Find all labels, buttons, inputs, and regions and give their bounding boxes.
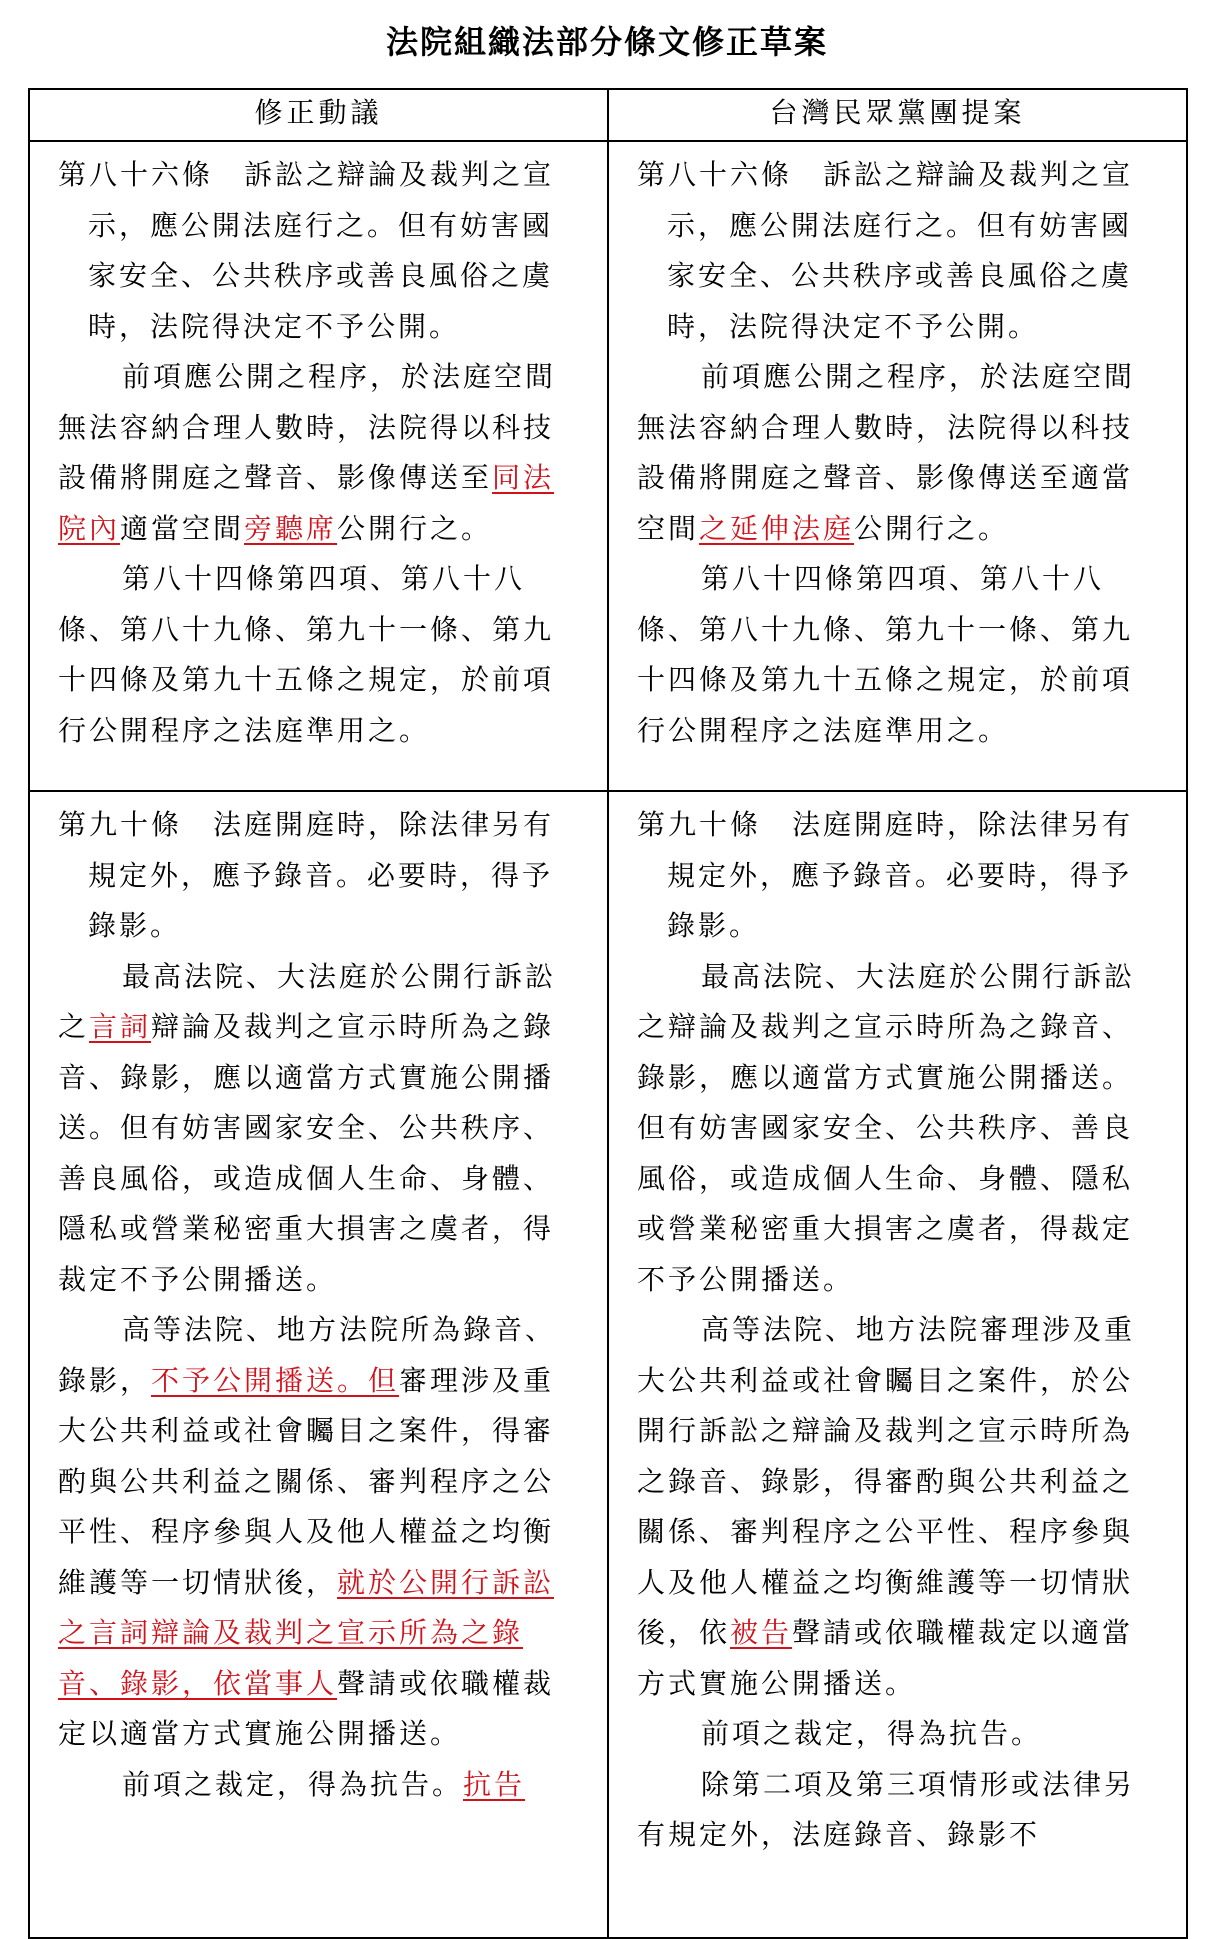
revised-text: 言詞 xyxy=(89,1010,152,1043)
revised-text: 之延伸法庭 xyxy=(699,511,855,545)
clause-text: 前項應公開之程序，於法庭空間無法容納合理人數時，法院得以科技設備將開庭之聲音、影像傳送至適當空間 xyxy=(637,360,1136,545)
clause-text: 前項應公開之程序，於法庭空間無法容納合理人數時，法院得以科技設備將開庭之聲音、影像傳送至 xyxy=(58,360,557,494)
article-86-row xyxy=(29,141,1187,791)
clause-text: 前項之裁定，得為抗告。 xyxy=(701,1717,1043,1750)
clause-text: 聲請或依職權裁定以適當方式實施公開播送。 xyxy=(58,1666,555,1750)
revised-text: 不予公開播送。但 xyxy=(151,1363,400,1397)
clause-paragraph xyxy=(58,1760,581,1811)
clause-text: 第八十四條第四項、第八十八條、第八十九條、第九十一條、第九十四條及第九十五條之規定，於前項行公開程序之法庭準用之。 xyxy=(58,562,555,747)
clause-paragraph xyxy=(58,1305,581,1760)
clause-text: 公開行之。 xyxy=(854,511,1010,545)
article-86-motion-cell xyxy=(29,141,608,791)
article-86-proposal-cell xyxy=(608,141,1187,791)
article-90-row xyxy=(29,791,1187,1938)
clause-text: 第九十條 法庭開庭時，除法律另有規定外，應予錄音。必要時，得予錄影。 xyxy=(58,808,555,942)
clause-paragraph xyxy=(637,1709,1160,1760)
clause-text: 第八十六條 訴訟之辯論及裁判之宣示，應公開法庭行之。但有妨害國家安全、公共秩序或善良風俗之虞時，法院得決定不予公開。 xyxy=(58,158,555,343)
clause-paragraph xyxy=(58,952,581,1306)
clause-text: 第八十六條 訴訟之辯論及裁判之宣示，應公開法庭行之。但有妨害國家安全、公共秩序或善良風俗之虞時，法院得決定不予公開。 xyxy=(637,158,1134,343)
clause-text: 公開行之。 xyxy=(337,511,493,545)
clause-text: 最高法院、大法庭於公開行訴訟之辯論及裁判之宣示時所為之錄音、錄影，應以適當方式實施公開播送。但有妨害國家安全、公共秩序、善良風俗，或造成個人生命、身體、隱私或營業秘密重大損害之虞者，得裁定不予公開播送。 xyxy=(637,959,1136,1296)
clause-paragraph xyxy=(58,554,581,756)
article-heading-paragraph xyxy=(637,150,1160,352)
article-90-proposal-cell xyxy=(608,791,1187,1938)
clause-paragraph xyxy=(58,352,581,554)
clause-paragraph xyxy=(637,352,1160,554)
clause-text: 除第二項及第三項情形或法律另有規定外，法庭錄音、錄影不 xyxy=(637,1767,1136,1851)
document-title: 法院組織法部分條文修正草案 xyxy=(385,23,828,61)
article-heading-paragraph xyxy=(637,800,1160,952)
clause-text: 辯論及裁判之宣示時所為之錄音、錄影，應以適當方式實施公開播送。但有妨害國家安全、公共秩序、善良風俗，或造成個人生命、身體、隱私或營業秘密重大損害之虞者，得裁定不予公開播送。 xyxy=(58,1010,555,1296)
header-tpp-caucus-proposal: 台灣民眾黨團提案 xyxy=(608,89,1187,141)
clause-text: 聲請或依職權裁定以適當方式實施公開播送。 xyxy=(637,1616,1134,1700)
clause-text: 高等法院、地方法院所為錄音、錄影， xyxy=(58,1313,557,1397)
clause-paragraph xyxy=(637,952,1160,1306)
revised-text: 抗告 xyxy=(463,1767,526,1801)
revised-text: 旁聽席 xyxy=(244,511,338,545)
article-heading-paragraph xyxy=(58,800,581,952)
revised-text: 同法院內 xyxy=(58,461,555,545)
revised-text: 就於公開行訴訟之言詞辯論及裁判之宣示所為之錄音、錄影，依當事人 xyxy=(58,1565,555,1700)
clause-paragraph xyxy=(637,1760,1160,1861)
article-heading-paragraph xyxy=(58,150,581,352)
header-row xyxy=(29,89,1187,141)
clause-text: 第九十條 法庭開庭時，除法律另有規定外，應予錄音。必要時，得予錄影。 xyxy=(637,808,1134,942)
clause-paragraph xyxy=(637,554,1160,756)
clause-text: 審理涉及重大公共利益或社會矚目之案件，得審酌與公共利益之關係、審判程序之公平性、程序參與人及他人權益之均衡維護等一切情狀後， xyxy=(58,1363,555,1599)
clause-text: 第八十四條第四項、第八十八條、第八十九條、第九十一條、第九十四條及第九十五條之規定，於前項行公開程序之法庭準用之。 xyxy=(637,562,1134,747)
clause-text: 適當空間 xyxy=(120,511,245,545)
clause-text: 前項之裁定，得為抗告。 xyxy=(122,1767,464,1801)
clause-text: 最高法院、大法庭於公開行訴訟之 xyxy=(58,959,557,1043)
article-90-motion-cell xyxy=(29,791,608,1938)
clause-paragraph xyxy=(637,1305,1160,1709)
header-amendment-motion: 修正動議 xyxy=(29,89,608,141)
revised-text: 被告 xyxy=(730,1616,793,1649)
clause-text: 高等法院、地方法院審理涉及重大公共利益或社會矚目之案件，於公開行訴訟之辯論及裁判之宣示時所為之錄音、錄影，得審酌與公共利益之關係、審判程序之公平性、程序參與人及他人權益之均衡維護等一切情狀後，依 xyxy=(637,1313,1136,1649)
comparison-table xyxy=(28,88,1188,1939)
